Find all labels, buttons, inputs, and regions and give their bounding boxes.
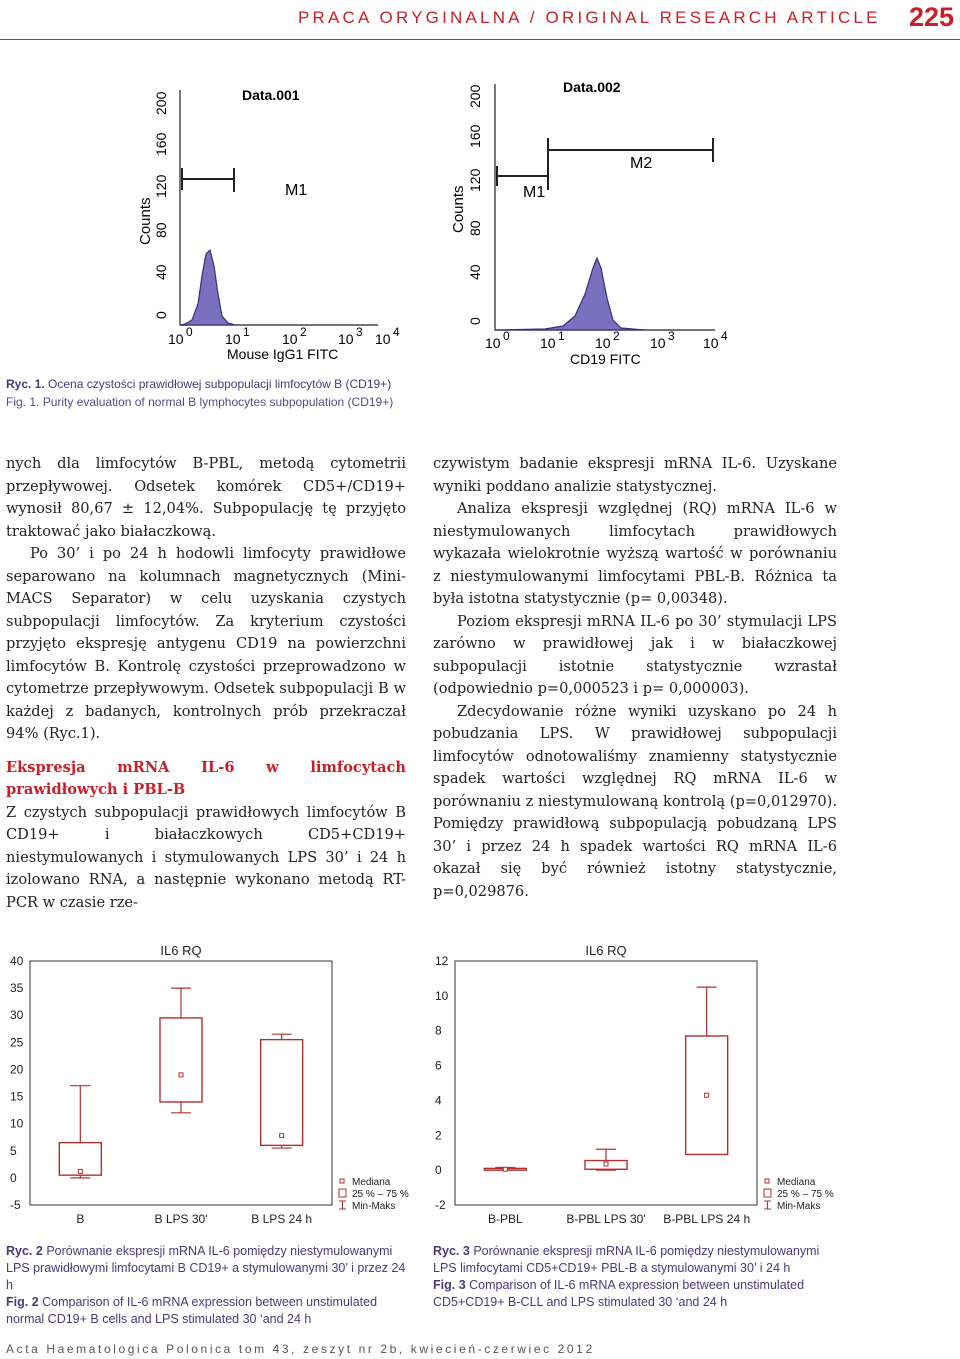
x-category-label: B-PBL <box>487 1212 523 1226</box>
caption-text: Purity evaluation of normal B lymphocytes subpopulation (CD19+) <box>42 395 394 409</box>
left-column <box>6 453 406 914</box>
y-tick-label: 20 <box>10 1062 24 1077</box>
y-tick-label: 0 <box>10 1170 17 1185</box>
x-tick: 10 <box>595 335 611 351</box>
caption-en <box>6 1294 411 1328</box>
median-marker <box>179 1073 183 1077</box>
y-tick-label: 35 <box>10 981 24 996</box>
y-tick: 40 <box>153 264 169 280</box>
y-tick-label: -5 <box>10 1198 21 1212</box>
y-tick-label: 5 <box>10 1143 17 1158</box>
page-header <box>0 0 960 40</box>
figure-1-caption <box>6 375 606 411</box>
y-axis-label: Counts <box>450 185 467 233</box>
caption-text: Ocena czystości prawidłowej subpopulacji limfocytów B (CD19+) <box>48 377 392 391</box>
y-tick: 40 <box>467 264 483 280</box>
paragraph: Po 30’ i po 24 h hodowli limfocyty prawidłowe separowano na kolumnach magnetycznych (Mini-MACS Separator) w celu uzyskania czystych subpopulacji limfocytów. Za kryterium czystości przyjęto ekspresję antygenu CD19 na powierzchni limfocytów B. Kontrolę czystości przeprowadzono w cytometrze przepływowym. Odsetek subpopulacji B w każdej z badanych, kontrolnych prób przekraczał 94% (Ryc.1). <box>6 545 406 742</box>
legend-item: Min-Maks <box>777 1201 821 1212</box>
paragraph: Z czystych subpopulacji prawidłowych limfocytów B CD19+ i białaczkowych CD5+CD19+ niestymulowanych i stymulowanych LPS 30’ i 24 h izolowano RNA, a następnie wykonano metodą RT-PCR w czasie rze- <box>6 803 406 911</box>
legend-item: Min-Maks <box>352 1201 396 1212</box>
running-title: PRACA ORYGINALNA / ORIGINAL RESEARCH ARTICLE <box>298 8 881 27</box>
y-tick: 120 <box>153 174 169 198</box>
median-marker <box>705 1093 709 1097</box>
x-category-label: B-PBL LPS 30' <box>566 1212 646 1226</box>
y-ticks <box>153 91 169 319</box>
legend-box-swatch <box>339 1189 346 1197</box>
x-tick: 10 <box>703 335 719 351</box>
chart-title: IL6 RQ <box>585 943 627 958</box>
page-number: 225 <box>908 2 954 32</box>
caption-en <box>433 1277 838 1311</box>
paragraph: Zdecydowanie różne wyniki uzyskano po 24 h pobudzania LPS. W prawidłowej subpopulacji limfocytów odnotowaliśmy znamienny statystycznie spadek wartości względnej RQ mRNA IL-6 w porównaniu z niestymulowaną kontrolą (p=0,012970). Pomiędzy prawidłową subpopulacją pobudzaną LPS 30’ i przez 24 h spadek wartości RQ mRNA IL-6 okazał się być również istotny statystycznie, p=0,029876. <box>433 702 837 900</box>
y-tick: 160 <box>153 132 169 156</box>
x-tick: 10 <box>225 331 241 347</box>
legend-box-swatch <box>764 1189 771 1197</box>
caption-text: Porównanie ekspresji mRNA IL-6 pomiędzy niestymulowanymi LPS prawidłowymi limfocytami B CD19+ a stymulowanymi 30’ i przez 24 h <box>6 1244 406 1292</box>
right-column <box>433 453 837 903</box>
figure-3-caption <box>433 1243 838 1311</box>
legend-whisker-swatch <box>339 1201 346 1209</box>
figure-2-caption <box>6 1243 411 1328</box>
x-category-label: B-PBL LPS 24 h <box>663 1212 751 1226</box>
legend-median-swatch <box>340 1179 344 1183</box>
x-tick-exp: 0 <box>186 325 193 339</box>
x-tick: 10 <box>338 331 354 347</box>
x-tick: 10 <box>650 335 666 351</box>
legend-item: 25 % – 75 % <box>777 1189 834 1200</box>
x-tick: 10 <box>168 331 184 347</box>
paragraph: nych dla limfocytów B-PBL, metodą cytometrii przepływowej. Odsetek komórek CD5+/CD19+ wynosił 80,67 ± 12,04%. Subpopulację tę przyjęto traktować jako białaczkową. <box>6 455 406 540</box>
marker-label: M2 <box>630 155 653 172</box>
caption-label: Fig. 3 <box>433 1278 466 1292</box>
median-marker <box>604 1162 608 1166</box>
marker-label: M1 <box>285 182 308 199</box>
x-tick-exp: 2 <box>613 329 620 343</box>
x-tick-exp: 4 <box>721 329 728 343</box>
y-tick: 0 <box>467 317 483 325</box>
y-tick-label: -2 <box>435 1198 446 1212</box>
caption-pl <box>6 375 606 393</box>
legend-whisker-swatch <box>764 1201 771 1209</box>
legend-item: Mediana <box>777 1177 816 1188</box>
y-tick-label: 15 <box>10 1089 24 1104</box>
y-tick-label: 10 <box>10 1116 24 1131</box>
median-marker <box>280 1134 284 1138</box>
y-ticks <box>467 84 483 325</box>
gate-marker-m1 <box>182 168 234 192</box>
iqr-box <box>261 1040 303 1146</box>
caption-pl <box>433 1243 838 1277</box>
caption-text: Comparison of IL-6 mRNA expression between unstimulated CD5+CD19+ B-CLL and LPS stimulated 30 ‘and 24 h <box>433 1278 805 1309</box>
x-axis-label: Mouse IgG1 FITC <box>227 346 339 362</box>
histogram-title: Data.001 <box>242 87 300 103</box>
y-tick: 200 <box>467 84 483 108</box>
caption-label: Ryc. 3 <box>433 1244 470 1258</box>
legend-item: 25 % – 75 % <box>352 1189 409 1200</box>
x-tick-exp: 3 <box>668 329 675 343</box>
box-plot-fig3 <box>425 935 845 1235</box>
paragraph: czywistym badanie ekspresji mRNA IL-6. Uzyskane wyniki poddano analizie statystycznej. <box>433 455 837 495</box>
histogram-title: Data.002 <box>563 79 621 95</box>
x-category-label: B LPS 30' <box>154 1212 208 1226</box>
journal-footer: Acta Haematologica Polonica tom 43, zeszyt nr 2b, kwiecień-czerwiec 2012 <box>6 1342 595 1356</box>
histogram-fill <box>495 258 645 330</box>
y-tick-label: 4 <box>435 1093 442 1108</box>
median-marker <box>503 1167 507 1171</box>
y-tick-label: 25 <box>10 1035 24 1050</box>
x-tick-exp: 2 <box>300 325 307 339</box>
median-marker <box>78 1169 82 1173</box>
y-tick: 0 <box>153 311 169 319</box>
x-tick-exp: 0 <box>503 329 510 343</box>
iqr-box <box>160 1018 202 1102</box>
paragraph: Analiza ekspresji względnej (RQ) mRNA IL-6 w niestymulowanych limfocytach prawidłowych wykazała wielokrotnie wyższą wartość w porównaniu z niestymulowanymi limfocytami PBL-B. Różnica ta była istotna statystycznie (p= 0,00348). <box>433 500 837 607</box>
caption-label: Ryc. 1. <box>6 377 45 391</box>
box-plot-fig2 <box>0 935 420 1235</box>
y-tick-label: 8 <box>435 1023 442 1038</box>
histogram-left <box>120 70 450 370</box>
caption-text: Comparison of IL-6 mRNA expression between unstimulated normal CD19+ B cells and LPS stimulated 30 ‘and 24 h <box>6 1295 378 1326</box>
y-tick: 120 <box>467 168 483 192</box>
x-tick: 10 <box>540 335 556 351</box>
x-tick-exp: 1 <box>243 325 250 339</box>
y-tick-label: 0 <box>435 1163 442 1178</box>
x-tick: 10 <box>485 335 501 351</box>
caption-en <box>6 393 606 411</box>
caption-label: Ryc. 2 <box>6 1244 43 1258</box>
section-heading: Ekspresja mRNA IL-6 w limfocytach prawidłowych i PBL-B <box>6 758 406 798</box>
marker-label: M1 <box>523 184 546 201</box>
x-ticks <box>168 325 400 347</box>
y-tick-label: 6 <box>435 1058 442 1073</box>
y-tick: 80 <box>467 220 483 236</box>
x-category-label: B LPS 24 h <box>251 1212 313 1226</box>
caption-label: Fig. 1. <box>6 395 40 409</box>
x-tick: 10 <box>282 331 298 347</box>
caption-label: Fig. 2 <box>6 1295 39 1309</box>
legend-item: Mediana <box>352 1177 391 1188</box>
histogram-right <box>445 68 775 373</box>
y-tick-label: 2 <box>435 1128 442 1143</box>
y-tick-label: 12 <box>435 954 449 968</box>
y-tick: 160 <box>467 124 483 148</box>
histogram-fill <box>180 250 235 325</box>
y-axis-label: Counts <box>137 197 154 245</box>
x-tick-exp: 1 <box>558 329 565 343</box>
x-tick-exp: 4 <box>393 325 400 339</box>
caption-pl <box>6 1243 411 1294</box>
y-tick-label: 40 <box>10 954 24 968</box>
x-tick: 10 <box>375 331 391 347</box>
x-category-label: B <box>76 1212 85 1226</box>
legend-median-swatch <box>765 1179 769 1183</box>
x-axis-label: CD19 FITC <box>570 351 641 367</box>
x-tick-exp: 3 <box>356 325 363 339</box>
caption-text: Porównanie ekspresji mRNA IL-6 pomiędzy niestymulowanymi LPS limfocytami CD5+CD19+ PBL-B a stymulowanymi 30’ i 24 h <box>433 1244 820 1275</box>
y-tick-label: 30 <box>10 1008 24 1023</box>
paragraph: Poziom ekspresji mRNA IL-6 po 30’ stymulacji LPS zarówno w prawidłowej jak i w białaczkowej subpopulacji istotnie statystycznie wzrastał (odpowiednio p=0,000523 i p= 0,000003). <box>433 612 837 697</box>
y-tick: 200 <box>153 91 169 115</box>
x-ticks <box>485 329 728 351</box>
gate-markers <box>497 138 713 190</box>
header-rule <box>0 39 960 40</box>
chart-title: IL6 RQ <box>160 943 202 958</box>
y-tick: 80 <box>153 222 169 238</box>
y-tick-label: 10 <box>435 988 449 1003</box>
